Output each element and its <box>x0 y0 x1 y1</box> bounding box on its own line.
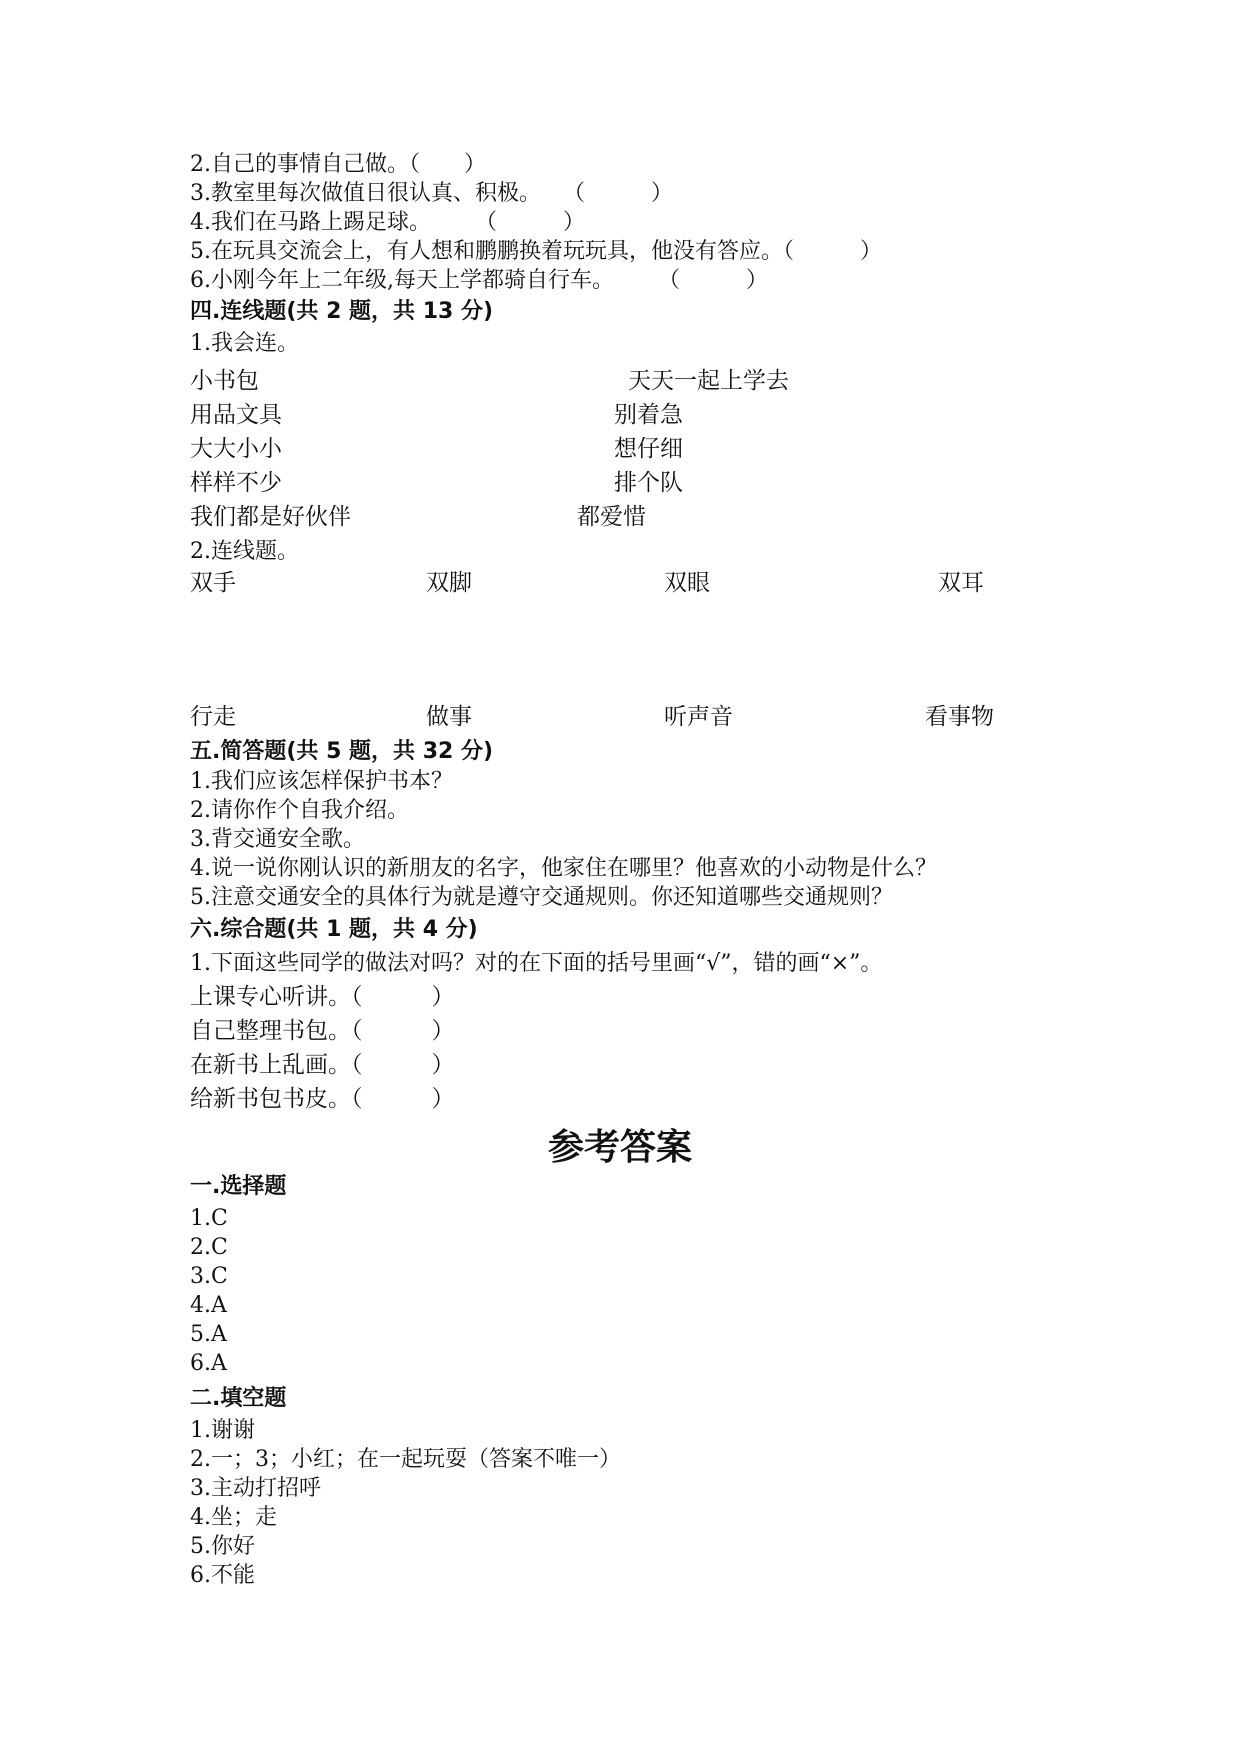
match-q2-bottom-item: 做事 <box>426 704 472 730</box>
answer-item: 6.不能 <box>190 1563 255 1588</box>
short-item: 4.说一说你刚认识的新朋友的名字，他家住在哪里？他喜欢的小动物是什么？ <box>190 856 937 881</box>
match-left-item: 我们都是好伙伴 <box>190 504 351 530</box>
match-q2-bottom-item: 行走 <box>190 704 236 730</box>
judge-item: 3.教室里每次做值日很认真、积极。 （ ） <box>190 181 673 206</box>
match-right-item: 排个队 <box>614 470 683 496</box>
comprehensive-item: 自己整理书包。（ ） <box>190 1018 455 1044</box>
match-left-item: 大大小小 <box>190 436 282 462</box>
match-right-item: 想仔细 <box>614 436 683 462</box>
answers-sec2-heading: 二.填空题 <box>190 1386 287 1411</box>
answer-item: 5.你好 <box>190 1534 255 1559</box>
short-item: 1.我们应该怎样保护书本？ <box>190 769 453 794</box>
answer-item: 2.C <box>190 1235 228 1260</box>
comprehensive-item: 上课专心听讲。（ ） <box>190 984 455 1010</box>
answer-item: 1.C <box>190 1206 228 1231</box>
comprehensive-item: 给新书包书皮。（ ） <box>190 1086 455 1112</box>
answer-item: 3.C <box>190 1264 228 1289</box>
answer-item: 2.一；3；小红；在一起玩耍（答案不唯一） <box>190 1447 621 1472</box>
match-left-item: 样样不少 <box>190 470 282 496</box>
match-q2-top-item: 双眼 <box>664 570 710 596</box>
answer-item: 1.谢谢 <box>190 1418 255 1443</box>
answers-sec1-heading: 一.选择题 <box>190 1174 287 1199</box>
answer-item: 5.A <box>190 1322 227 1347</box>
answer-item: 4.A <box>190 1293 227 1318</box>
judge-item: 5.在玩具交流会上，有人想和鹏鹏换着玩玩具，他没有答应。（ ） <box>190 239 882 264</box>
match-left-item: 小书包 <box>190 368 259 394</box>
answer-item: 4.坐；走 <box>190 1505 277 1530</box>
comprehensive-question: 1.下面这些同学的做法对吗？对的在下面的括号里画“√”，错的画“×”。 <box>190 951 883 976</box>
match-q2-bottom-item: 看事物 <box>925 704 994 730</box>
match-q1-label: 1.我会连。 <box>190 331 299 356</box>
match-right-item: 都爱惜 <box>577 504 646 530</box>
judge-item: 4.我们在马路上踢足球。 （ ） <box>190 210 585 235</box>
match-q2-top-item: 双耳 <box>938 570 984 596</box>
section-heading-comprehensive: 六.综合题(共 1 题，共 4 分) <box>190 917 478 942</box>
match-right-item: 别着急 <box>614 402 683 428</box>
judge-item: 6.小刚今年上二年级,每天上学都骑自行车。 （ ） <box>190 268 768 293</box>
answer-item: 6.A <box>190 1351 227 1376</box>
section-heading-match: 四.连线题(共 2 题，共 13 分) <box>190 299 494 324</box>
match-q2-label: 2.连线题。 <box>190 539 299 564</box>
match-q2-bottom-item: 听声音 <box>664 704 733 730</box>
short-item: 5.注意交通安全的具体行为就是遵守交通规则。你还知道哪些交通规则？ <box>190 885 893 910</box>
short-item: 3.背交通安全歌。 <box>190 827 365 852</box>
answer-item: 3.主动打招呼 <box>190 1476 321 1501</box>
match-q2-top-item: 双手 <box>190 570 236 596</box>
judge-item: 2.自己的事情自己做。（ ） <box>190 152 486 177</box>
match-q2-top-item: 双脚 <box>426 570 472 596</box>
short-item: 2.请你作个自我介绍。 <box>190 798 409 823</box>
comprehensive-item: 在新书上乱画。（ ） <box>190 1052 455 1078</box>
match-left-item: 用品文具 <box>190 402 282 428</box>
match-right-item: 天天一起上学去 <box>628 368 789 394</box>
answers-title: 参考答案 <box>547 1127 692 1168</box>
section-heading-short: 五.简答题(共 5 题，共 32 分) <box>190 739 494 764</box>
